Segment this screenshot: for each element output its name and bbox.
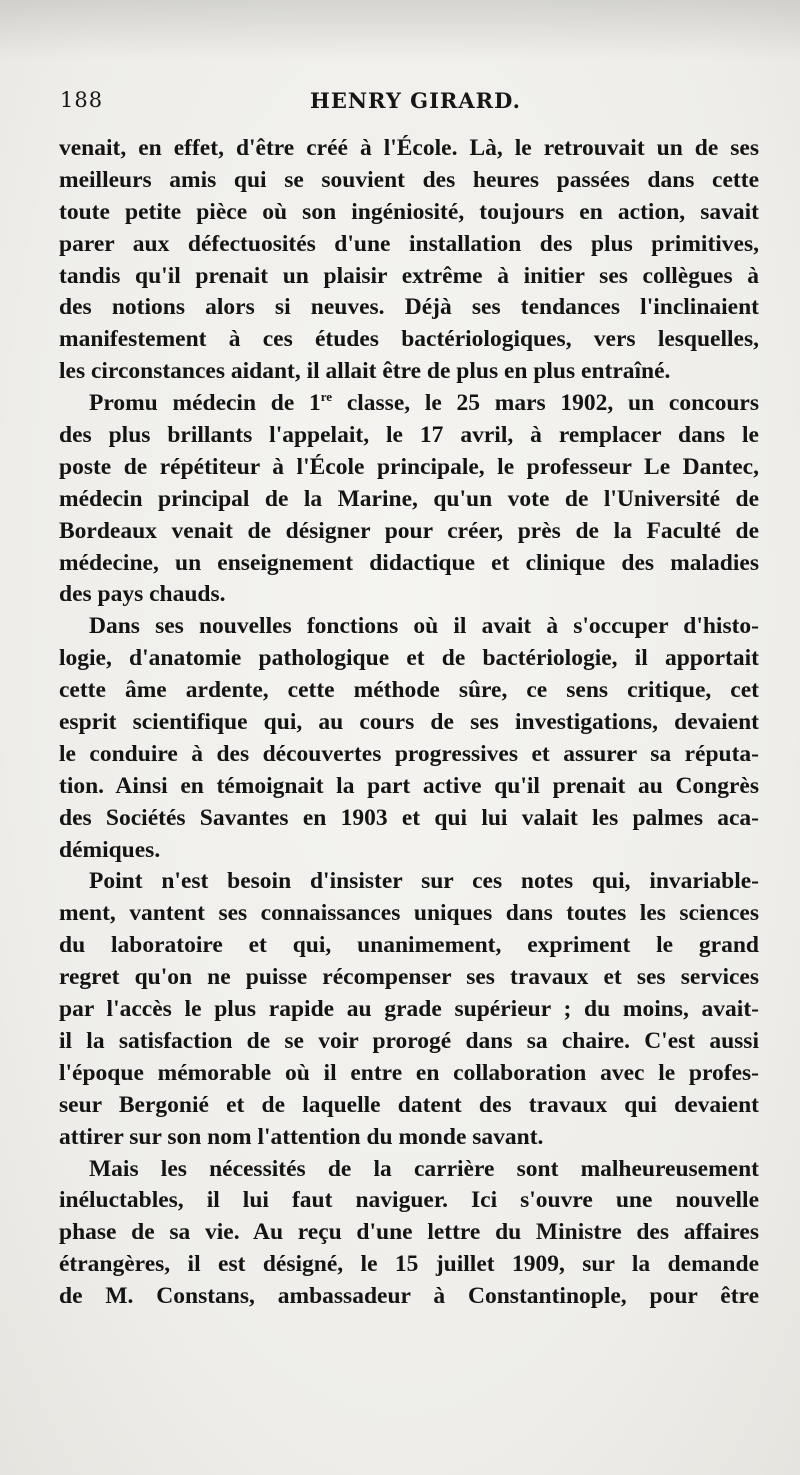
ordinal-superscript: re (320, 389, 333, 405)
text-line: Dans ses nouvelles fonctions où il avait à s'occuper d'histo- (89, 613, 759, 640)
text-line: tion. Ainsi en témoignait la part active qu'il prenait au Congrès (59, 772, 759, 799)
text-line: inéluctables, il lui faut naviguer. Ici s'ouvre une nouvelle (59, 1187, 759, 1214)
text-line: des plus brillants l'appelait, le 17 avril, à remplacer dans le (59, 422, 759, 449)
text-line: les circonstances aidant, il allait être de plus en plus entraîné. (59, 358, 671, 385)
text-line: médecin principal de la Marine, qu'un vote de l'Université de (59, 485, 759, 512)
paragraph (59, 611, 759, 866)
text-line: esprit scientifique qui, au cours de ses investigations, devaient (59, 709, 759, 736)
text-line: seur Bergonié et de laquelle datent des travaux qui devaient (59, 1091, 759, 1118)
running-head: HENRY GIRARD. (310, 88, 521, 113)
text-line: attirer sur son nom l'attention du monde savant. (59, 1123, 544, 1150)
paragraph (59, 133, 759, 388)
text-line: venait, en effet, d'être créé à l'École. Là, le retrouvait un de ses (59, 135, 759, 161)
page-header (60, 88, 750, 128)
text-line: des Sociétés Savantes en 1903 et qui lui valait les palmes aca- (59, 804, 759, 831)
paragraph (59, 866, 759, 1153)
text-line: toute petite pièce où son ingéniosité, toujours en action, savait (59, 198, 759, 225)
text-line: cette âme ardente, cette méthode sûre, ce sens critique, cet (59, 677, 759, 704)
text-run: classe, le 25 mars 1902, un concours (332, 390, 759, 417)
text-run: Promu médecin de 1 (89, 390, 321, 417)
text-line: l'époque mémorable où il entre en collaboration avec le profes- (59, 1059, 759, 1086)
text-line: Point n'est besoin d'insister sur ces notes qui, invariable- (89, 868, 759, 895)
text-line: regret qu'on ne puisse récompenser ses travaux et ses services (59, 964, 759, 991)
text-line: il la satisfaction de se voir prorogé dans sa chaire. C'est aussi (59, 1027, 759, 1054)
text-line: manifestement à ces études bactériologiques, vers lesquelles, (59, 326, 759, 353)
text-line: phase de sa vie. Au reçu d'une lettre du Ministre des affaires (59, 1219, 759, 1246)
text-line: meilleurs amis qui se souvient des heures passées dans cette (59, 166, 759, 193)
text-line: du laboratoire et qui, unanimement, expriment le grand (59, 932, 759, 959)
text-line: tandis qu'il prenait un plaisir extrême à initier ses collègues à (59, 262, 759, 289)
paragraph (59, 388, 759, 611)
text-line: par l'accès le plus rapide au grade supérieur ; du moins, avait- (59, 996, 759, 1023)
text-line: de M. Constans, ambassadeur à Constantinople, pour être (59, 1283, 759, 1310)
text-line: logie, d'anatomie pathologique et de bactériologie, il apportait (59, 645, 759, 672)
text-line: des pays chauds. (59, 581, 226, 608)
text-line: parer aux défectuosités d'une installation des plus primitives, (59, 230, 759, 257)
text-line (59, 388, 759, 420)
text-line: Mais les nécessités de la carrière sont malheureusement (89, 1155, 759, 1182)
text-line: le conduire à des découvertes progressives et assurer sa réputa- (59, 740, 759, 767)
paragraph (59, 1154, 759, 1313)
text-line: démiques. (59, 836, 161, 863)
text-line: étrangères, il est désigné, le 15 juillet 1909, sur la demande (59, 1251, 759, 1278)
scan-shadow (0, 0, 800, 60)
page-number: 188 (60, 88, 104, 112)
body-text (59, 133, 759, 1313)
text-line: médecine, un enseignement didactique et clinique des maladies (59, 549, 759, 576)
text-line: des notions alors si neuves. Déjà ses tendances l'inclinaient (59, 294, 759, 321)
text-line: poste de répétiteur à l'École principale, le professeur Le Dantec, (59, 453, 759, 480)
text-line: ment, vantent ses connaissances uniques dans toutes les sciences (59, 900, 759, 927)
text-line: Bordeaux venait de désigner pour créer, près de la Faculté de (59, 517, 759, 544)
